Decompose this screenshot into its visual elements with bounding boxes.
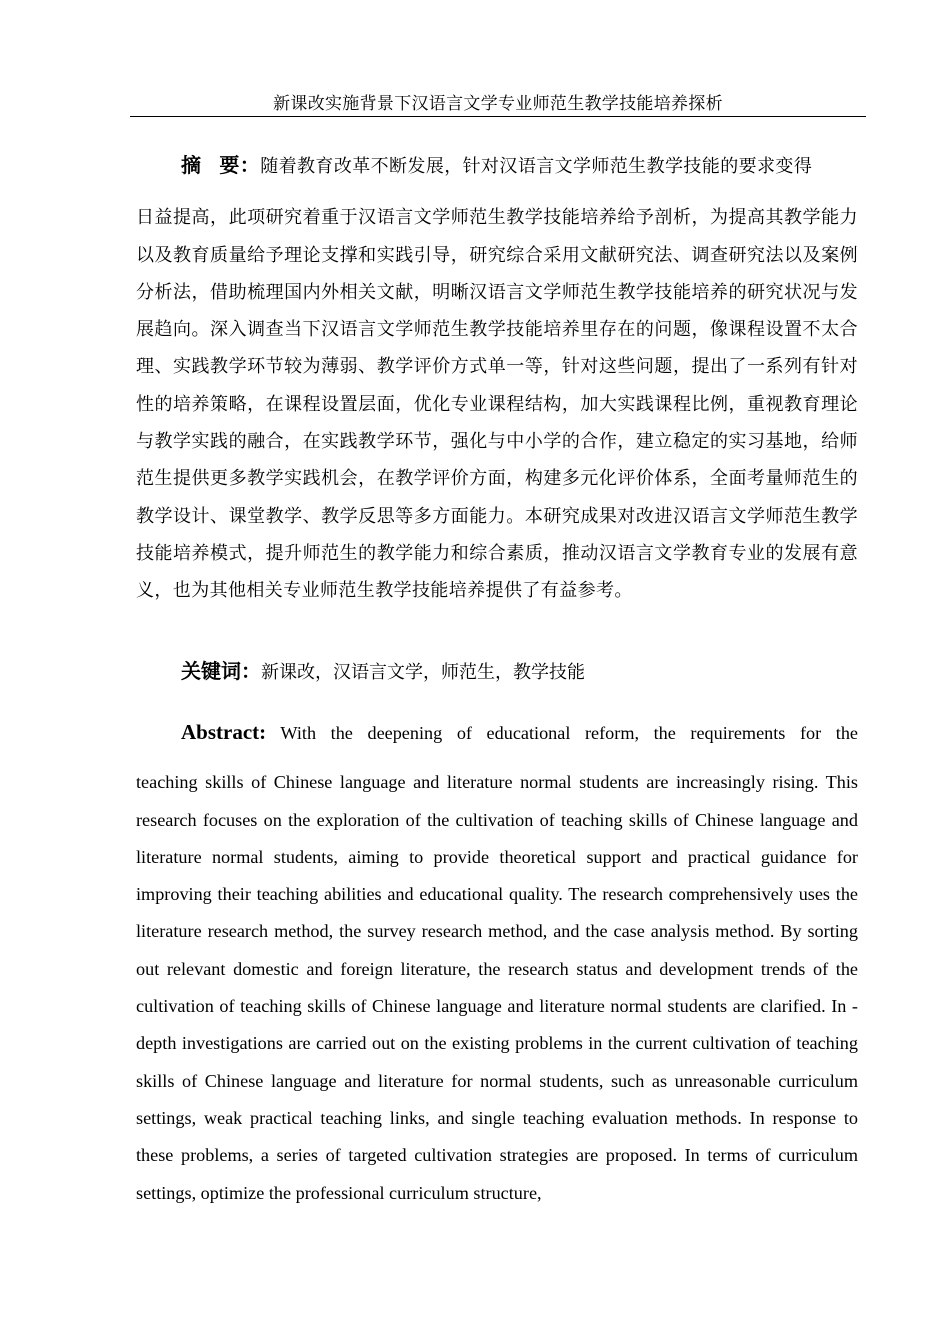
english-abstract-label: Abstract: — [181, 720, 267, 744]
english-abstract-body: teaching skills of Chinese language and literature normal students are increasingly rising. This research focuses on the exploration of the cultivation of teaching skills of Chinese language and literature normal students, aiming to provide theoretical support and practical guidance for improving their teaching abilities and educational quality. The research comprehensively uses the literature research method, the survey research method, and the case analysis method. By sorting out relevant domestic and foreign literature, the research status and development trends of the cultivation of teaching skills of Chinese language and literature normal students are clarified. In - depth investigations are carried out on the existing problems in the current cultivation of teaching skills of Chinese language and literature for normal students, such as unreasonable curriculum settings, weak practical teaching links, and single teaching evaluation methods. In response to these problems, a series of targeted cultivation strategies are proposed. In terms of curriculum settings, optimize the professional curriculum structure, — [136, 772, 858, 1203]
chinese-abstract — [136, 147, 858, 610]
keywords-text: 新课改，汉语言文学，师范生，教学技能 — [261, 662, 585, 683]
header-rule — [130, 116, 866, 117]
chinese-abstract-label — [181, 153, 260, 177]
english-abstract-lead-text: With the deepening of educational reform, the requirements for the — [280, 723, 858, 743]
chinese-abstract-first-line — [136, 147, 858, 185]
english-abstract-first-line — [136, 714, 858, 752]
chinese-abstract-lead-text: 随着教育改革不断发展，针对汉语言文学师范生教学技能的要求变得 — [260, 156, 813, 177]
chinese-abstract-label-second: 要： — [219, 153, 261, 177]
chinese-abstract-body: 日益提高，此项研究着重于汉语言文学师范生教学技能培养给予剖析，为提高其教学能力以及教育质量给予理论支撑和实践引导，研究综合采用文献研究法、调查研究法以及案例分析法，借助梳理国内外相关文献，明晰汉语言文学师范生教学技能培养的研究状况与发展趋向。深入调查当下汉语言文学师范生教学技能培养里存在的问题，像课程设置不太合理、实践教学环节较为薄弱、教学评价方式单一等，针对这些问题，提出了一系列有针对性的培养策略，在课程设置层面，优化专业课程结构，加大实践课程比例，重视教育理论与教学实践的融合，在实践教学环节，强化与中小学的合作，建立稳定的实习基地，给师范生提供更多教学实践机会，在教学评价方面，构建多元化评价体系，全面考量师范生的教学设计、课堂教学、教学反思等多方面能力。本研究成果对改进汉语言文学师范生教学技能培养模式，提升师范生的教学能力和综合素质，推动汉语言文学教育专业的发展有意义，也为其他相关专业师范生教学技能培养提供了有益参考。 — [136, 207, 858, 602]
english-abstract — [136, 714, 858, 1212]
chinese-abstract-label-first: 摘 — [181, 153, 202, 177]
keywords-label: 关键词： — [181, 659, 261, 683]
running-header: 新课改实施背景下汉语言文学专业师范生教学技能培养探析 — [273, 94, 723, 114]
keywords — [181, 654, 861, 690]
